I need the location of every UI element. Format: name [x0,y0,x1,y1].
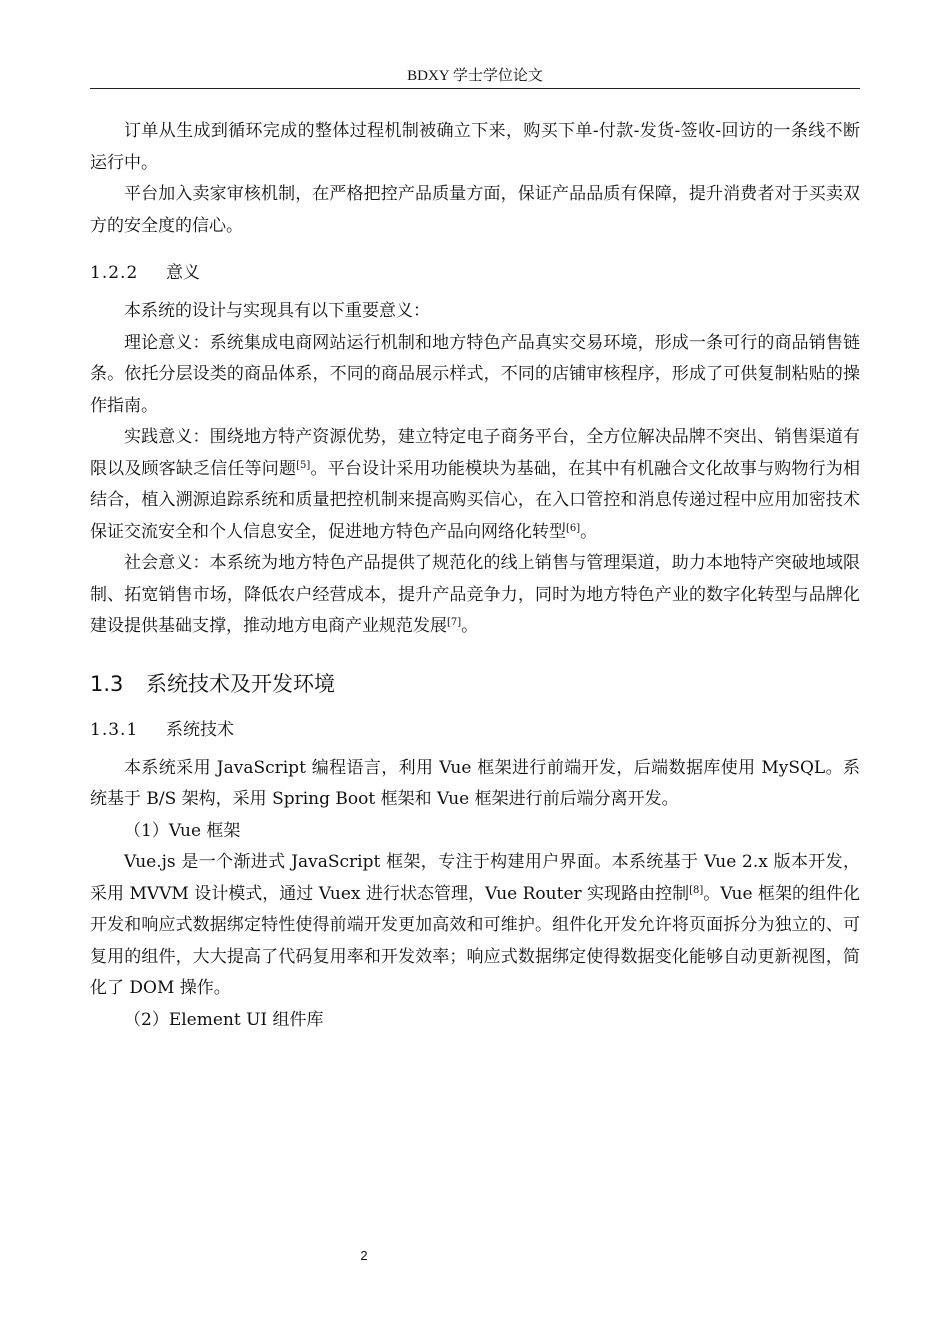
paragraph-vue [90,847,860,1005]
heading-title: 系统技术及开发环境 [146,671,335,696]
heading-title: 系统技术 [166,719,234,740]
paragraph-social [90,548,860,643]
subheading-element-ui: （2）Element UI 组件库 [124,1009,324,1030]
text-run: 社会意义：本系统为地方特色产品提供了规范化的线上销售与管理渠道，助力本地特产突破地域限制、拓宽销售市场，降低农户经营成本，提升产品竞争力，同时为地方特色产业的数字化转型与品牌化建设提供基础支撑，推动地方电商产业规范发展 [90,553,860,636]
text-run: Vue.js 是一个渐进式 JavaScript 框架，专注于构建用户界面。本系统基于 Vue 2.x 版本开发，采用 MVVM 设计模式，通过 Vuex 进行状态管理，Vue Router 实现路由控制 [90,852,860,904]
paragraph-practice [90,422,860,548]
citation: [8] [689,884,704,896]
citation: [5] [296,459,311,471]
text-run: 。平台设计采用功能模块为基础，在其中有机融合文化故事与购物行为相结合，植入溯源追踪系统和质量把控机制来提高购买信心，在入口管控和消息传递过程中应用加密技术保证交流安全和个人信息安全，促进地方特色产品向网络化转型 [90,458,861,542]
heading-1-3-1 [90,715,860,745]
paragraph-seller-review: 平台加入卖家审核机制，在严格把控产品质量方面，保证产品品质有保障，提升消费者对于买卖双方的安全度的信心。 [90,184,860,236]
heading-number: 1.2.2 [90,263,139,283]
header-rule [90,88,860,89]
paragraph-theory: 理论意义：系统集成电商网站运行机制和地方特色产品真实交易环境，形成一条可行的商品销售链条。依托分层设类的商品体系，不同的商品展示样式，不同的店铺审核程序，形成了可供复制粘贴的操作指南。 [90,332,860,416]
heading-1-3 [90,669,860,699]
paragraph-significance-intro: 本系统的设计与实现具有以下重要意义： [124,301,430,321]
paragraph-tech-overview: 本系统采用 JavaScript 编程语言，利用 Vue 框架进行前端开发，后端数据库使用 MySQL。系统基于 B/S 架构，采用 Spring Boot 框架和 Vue 框架进行前后端分离开发。 [90,757,860,809]
running-header: BDXY 学士学位论文 [407,68,543,84]
text-run: 实践意义：围绕地方特产资源优势，建立特定电子商务平台，全方位解决品牌不突出、销售渠道有限以及顾客缺乏信任等问题 [90,427,860,479]
page-body [90,116,860,1036]
text-run: 。 [461,616,479,636]
text-run: 。Vue 框架的组件化开发和响应式数据绑定特性使得前端开发更加高效和可维护。组件化开发允许将页面拆分为独立的、可复用的组件，大大提高了代码复用率和开发效率；响应式数据绑定使得数据变化能够自动更新视图，简化了 DOM 操作。 [90,883,860,998]
heading-number: 1.3.1 [90,719,139,740]
citation: [6] [566,522,581,534]
citation: [7] [447,617,462,628]
page-number: 2 [360,1248,368,1263]
text-run: 。 [580,521,598,542]
heading-1-2-2 [90,258,860,288]
paragraph-order-cycle: 订单从生成到循环完成的整体过程机制被确立下来，购买下单-付款-发货-签收-回访的一条线不断运行中。 [90,121,860,173]
heading-title: 意义 [166,263,200,283]
subheading-vue: （1）Vue 框架 [124,820,241,841]
heading-number: 1.3 [90,671,124,696]
